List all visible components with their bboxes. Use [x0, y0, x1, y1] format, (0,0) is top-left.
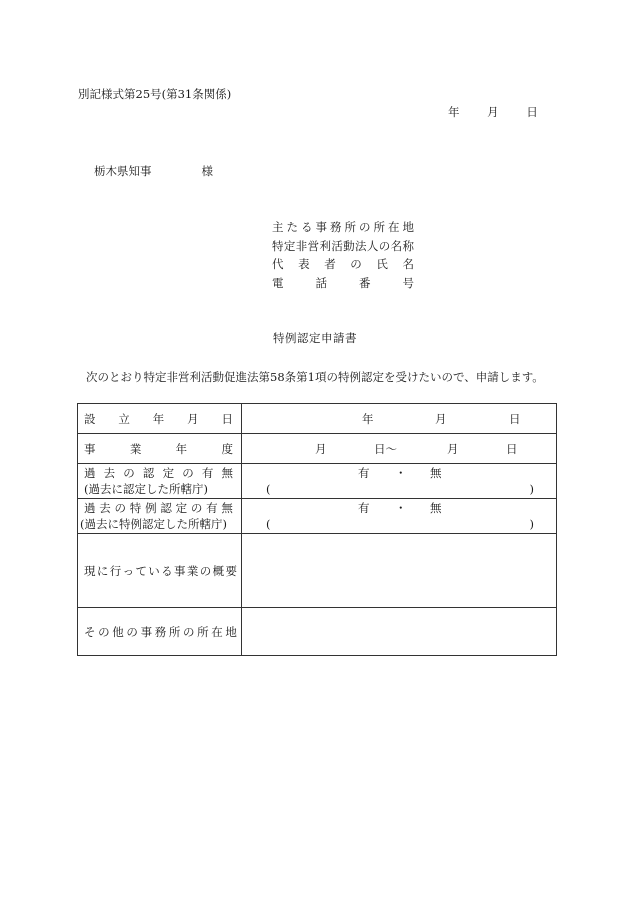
establishment-year-unit: 年 [362, 411, 374, 426]
label-char: 事 [84, 441, 96, 456]
label-char: 所 [197, 624, 209, 639]
label-char: い [148, 563, 160, 578]
application-table [77, 403, 557, 656]
label-char: 所 [168, 624, 181, 639]
other-offices-value[interactable] [242, 608, 557, 656]
past-special-certification-label [78, 500, 241, 516]
past-special-certification-separator: ・ [395, 501, 407, 515]
label-char: 要 [225, 563, 237, 578]
label-char: 去 [99, 501, 111, 515]
past-certification-label [78, 465, 241, 481]
applicant-block [272, 218, 414, 292]
fiscal-year-label [78, 441, 241, 457]
label-char: そ [84, 624, 96, 639]
past-special-certification-no-option[interactable]: 無 [430, 501, 442, 515]
label-char: 有 [201, 466, 214, 480]
label-char: 認 [142, 466, 155, 480]
establishment-date-label-cell [78, 404, 242, 434]
past-certification-separator: ・ [395, 466, 407, 480]
label-char: 在 [211, 624, 223, 639]
fiscal-year-label-cell [78, 434, 242, 464]
table-row-other-offices [78, 608, 557, 656]
label-char: 特 [129, 501, 142, 515]
label-char: 日 [221, 411, 233, 426]
label-char: の [190, 501, 203, 515]
application-date [448, 104, 538, 120]
recipient-name: 栃木県知事 [94, 164, 152, 178]
label-char: 年 [175, 441, 188, 456]
label-char: の [126, 624, 138, 639]
label-char: に [96, 563, 109, 578]
label-char: 無 [221, 501, 233, 515]
past-certification-close-paren: ) [529, 482, 534, 496]
fiscal-start-month-unit: 月 [315, 441, 327, 456]
fiscal-end-day-unit: 日 [506, 441, 518, 456]
label-char: の [123, 466, 135, 480]
past-certification-authority-field[interactable] [242, 481, 556, 497]
label-char: 定 [162, 466, 175, 480]
date-month-label: 月 [487, 105, 499, 119]
label-char: 年 [152, 411, 165, 426]
application-statement: 次のとおり特定非営利活動促進法第58条第1項の特例認定を受けたいので、申請します。 [86, 370, 544, 384]
current-business-value[interactable] [242, 534, 557, 608]
table-row-fiscal-year [78, 434, 557, 464]
establishment-day-unit: 日 [509, 411, 521, 426]
recipient [94, 163, 213, 179]
label-char: 例 [145, 501, 157, 515]
establishment-date-value[interactable] [242, 404, 557, 434]
form-title: 特例認定申請書 [273, 331, 357, 345]
label-char: 行 [109, 563, 122, 578]
past-certification-no-option[interactable]: 無 [430, 466, 442, 480]
label-char: の [199, 563, 212, 578]
past-special-certification-yes-option[interactable]: 有 [358, 501, 370, 515]
label-char: 業 [129, 441, 142, 456]
form-number: 別記様式第25号(第31条関係) [78, 87, 232, 101]
label-char: 去 [103, 466, 116, 480]
label-char: 地 [225, 624, 237, 639]
past-certification-sublabel: (過去に認定した所轄庁) [84, 482, 208, 496]
date-year-label: 年 [448, 105, 460, 119]
date-day-label: 日 [526, 105, 538, 119]
past-special-certification-authority-field[interactable] [242, 516, 556, 532]
establishment-month-unit: 月 [435, 411, 447, 426]
current-business-label [78, 563, 241, 579]
label-char: の [98, 624, 110, 639]
label-char: の [114, 501, 127, 515]
label-char: 現 [84, 563, 96, 578]
past-certification-label-cell [78, 464, 242, 499]
label-char: 他 [112, 624, 124, 639]
label-char: 業 [186, 563, 199, 578]
label-char: 事 [140, 624, 153, 639]
fiscal-year-value[interactable] [242, 434, 557, 464]
label-char: 度 [221, 441, 233, 456]
label-char: 事 [174, 563, 186, 578]
past-special-certification-close-paren: ) [529, 517, 534, 531]
label-char: 無 [221, 466, 233, 480]
table-row-past-special-certification [78, 499, 557, 534]
label-char: 有 [206, 501, 218, 515]
past-certification-open-paren: ( [266, 482, 271, 496]
label-char: 認 [160, 501, 172, 515]
past-certification-yes-option[interactable]: 有 [358, 466, 370, 480]
label-char: 過 [84, 501, 96, 515]
applicant-corporation-name-label: 特定非営利活動法人の名称 [272, 238, 414, 253]
label-char: 立 [118, 411, 130, 426]
other-offices-label [78, 624, 241, 640]
label-char: る [161, 563, 173, 578]
fiscal-start-day-unit: 日〜 [374, 441, 397, 456]
label-char: 月 [187, 411, 199, 426]
label-char: て [135, 563, 147, 578]
label-char: 概 [212, 563, 225, 578]
label-char: 務 [154, 624, 167, 639]
applicant-office-address-label: 主たる事務所の所在地 [272, 220, 414, 234]
label-char: 設 [84, 411, 96, 426]
applicant-phone-label: 電話番号 [272, 275, 414, 290]
table-row-establishment-date [78, 404, 557, 434]
current-business-label-cell [78, 534, 242, 608]
label-char: 定 [175, 501, 188, 515]
past-special-certification-sublabel: (過去に特例認定した所轄庁) [80, 517, 227, 531]
past-special-certification-label-cell [78, 499, 242, 534]
fiscal-end-month-unit: 月 [447, 441, 459, 456]
past-special-certification-value[interactable] [242, 499, 557, 534]
label-char: の [182, 624, 195, 639]
label-char: の [182, 466, 194, 480]
other-offices-label-cell [78, 608, 242, 656]
past-special-certification-open-paren: ( [266, 517, 271, 531]
applicant-representative-label: 代表者の氏名 [272, 257, 414, 271]
table-row-current-business [78, 534, 557, 608]
past-certification-value[interactable] [242, 464, 557, 499]
establishment-date-label [78, 411, 241, 427]
label-char: 過 [84, 466, 96, 480]
table-row-past-certification [78, 464, 557, 499]
recipient-honorific: 様 [201, 164, 213, 178]
label-char: っ [122, 563, 135, 578]
